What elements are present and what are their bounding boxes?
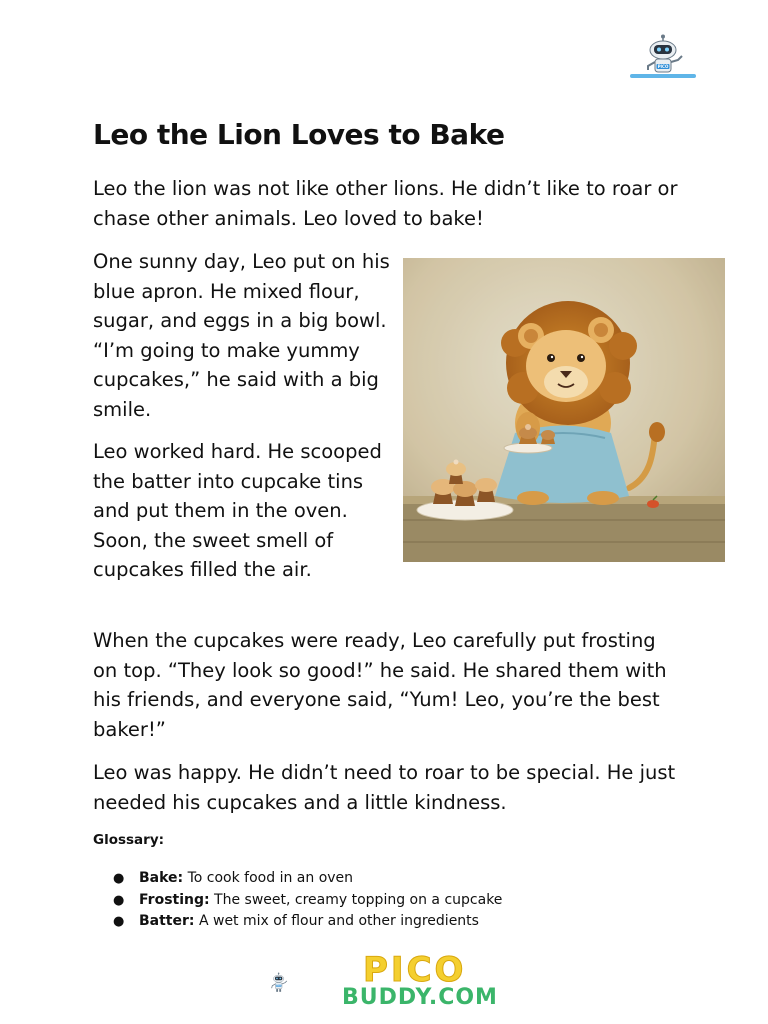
bullet-icon: ● xyxy=(113,892,125,908)
glossary-term: Frosting: xyxy=(139,891,210,908)
robot-mascot-icon xyxy=(628,34,698,82)
glossary-term: Batter: xyxy=(139,913,195,929)
story-paragraph: When the cupcakes were ready, Leo carefully put frosting on top. “They look so good!” he said. He shared them with his friends, and everyone said, “Yum! Leo, you’re the best baker!” xyxy=(93,629,667,741)
story-paragraph: Leo the lion was not like other lions. He didn’t like to roar or chase other animals. Leo loved to bake! xyxy=(93,177,678,230)
glossary-definition: The sweet, creamy topping on a cupcake xyxy=(209,891,503,908)
bullet-icon: ● xyxy=(113,914,125,929)
glossary-item xyxy=(93,890,502,912)
glossary-definition: A wet mix of flour and other ingredients xyxy=(194,913,479,929)
glossary-list xyxy=(93,868,502,933)
glossary-term: Bake: xyxy=(139,870,184,886)
brand-name-bottom: BUDDY.COM xyxy=(342,985,498,1010)
glossary-item xyxy=(93,868,502,890)
story-paragraph: Leo was happy. He didn’t need to roar to be special. He just needed his cupcakes and a little kindness. xyxy=(93,761,676,814)
glossary-title: Glossary: xyxy=(93,832,165,848)
story-paragraph: One sunny day, Leo put on his blue apron. He mixed flour, sugar, and eggs in a big bowl. “I’m going to make yummy cupcakes,” he said with a big smile. xyxy=(93,250,390,421)
robot-badge-text: PICO xyxy=(276,985,281,988)
glossary-item xyxy=(93,911,502,933)
story-paragraph: Leo worked hard. He scooped the batter into cupcake tins and put them in the oven. Soon, the sweet smell of cupcakes filled the air. xyxy=(93,440,382,581)
bullet-icon: ● xyxy=(113,871,125,886)
glossary-definition: To cook food in an oven xyxy=(183,870,354,886)
story-title: Leo the Lion Loves to Bake xyxy=(93,118,505,151)
brand-name-top: PICO xyxy=(363,950,467,990)
lion-baking-cupcakes-illustration xyxy=(403,258,725,562)
robot-mascot-icon xyxy=(268,948,338,1018)
robot-badge-text: PICO xyxy=(657,64,669,70)
